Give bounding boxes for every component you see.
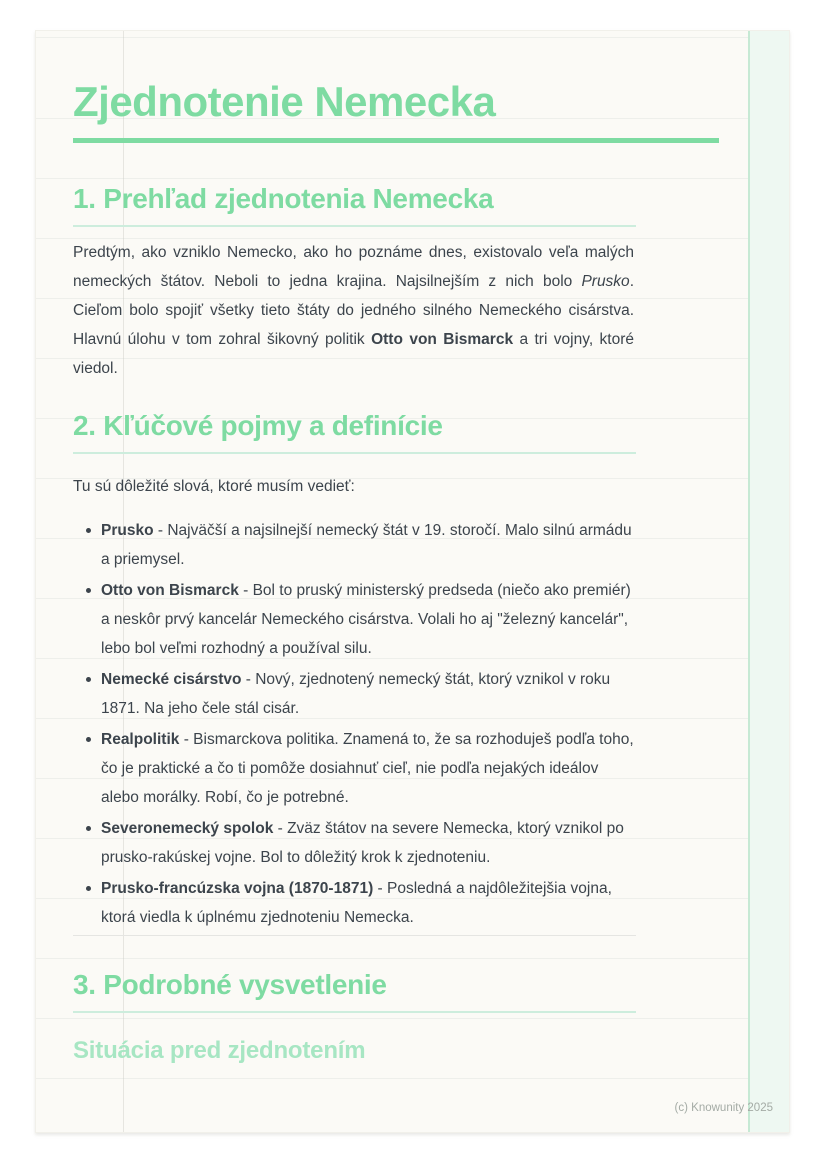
- term-definition: - Posledná a najdôležitejšia vojna, ktorá viedla k úplnému zjednoteniu Nemecka.: [101, 880, 612, 926]
- term-label: Nemecké cisárstvo: [101, 671, 242, 688]
- list-item-realpolitik: [73, 725, 634, 812]
- list-item-prusko-francuzska-vojna: [73, 874, 634, 932]
- term-label: Severonemecký spolok: [101, 820, 274, 837]
- paragraph-text: Predtým, ako vzniklo Nemecko, ako ho poznáme dnes, existovalo veľa malých nemeckých štátov. Neboli to jedna krajina. Najsilnejším z nich bolo: [73, 244, 634, 290]
- term-label: Prusko: [101, 522, 154, 539]
- section-1-heading: 1. Prehľad zjednotenia Nemecka: [73, 183, 494, 214]
- term-definition: - Nový, zjednotený nemecký štát, ktorý vznikol v roku 1871. Na jeho čele stál cisár.: [101, 671, 611, 717]
- paragraph-text: a tri vojny, ktoré viedol.: [73, 331, 635, 377]
- section-2-heading: 2. Kľúčové pojmy a definície: [73, 410, 443, 441]
- term-definition: - Najväčší a najsilnejší nemecký štát v 19. storočí. Malo silnú armádu a priemysel.: [101, 522, 632, 568]
- list-item-nemecke-cisarstvo: [73, 665, 634, 723]
- footer-credit: (c) Knowunity 2025: [674, 1102, 773, 1114]
- term-definition: - Zväz štátov na severe Nemecka, ktorý vznikol po prusko-rakúskej vojne. Bol to dôležitý krok k zjednoteniu.: [101, 820, 624, 866]
- paragraph-italic-prusko: Prusko: [581, 273, 630, 290]
- list-item-bismarck: [73, 576, 634, 663]
- section-divider: [73, 935, 636, 936]
- list-item-severonemecky-spolok: [73, 814, 634, 872]
- section-3-underline: [73, 1011, 636, 1013]
- term-label: Otto von Bismarck: [101, 582, 239, 599]
- term-label: Realpolitik: [101, 731, 180, 748]
- key-terms-intro: Tu sú dôležité slová, ktoré musím vedieť:: [73, 478, 355, 495]
- section-1-underline: [73, 225, 636, 227]
- section-2-underline: [73, 452, 636, 454]
- term-label: Prusko-francúzska vojna (1870-1871): [101, 880, 374, 897]
- document-page: [35, 30, 790, 1133]
- page-title: Zjednotenie Nemecka: [73, 78, 496, 125]
- section-1-paragraph: [73, 238, 634, 383]
- list-item-prusko: [73, 516, 634, 574]
- section-3-heading: 3. Podrobné vysvetlenie: [73, 969, 387, 1000]
- term-definition: - Bol to pruský ministerský predseda (niečo ako premiér) a neskôr prvý kancelár Nemeckého cisárstva. Volali ho aj "železný kancelár", lebo bol veľmi rozhodný a používal silu.: [101, 582, 631, 657]
- term-definition: - Bismarckova politika. Znamená to, že sa rozhoduješ podľa toho, čo je praktické a čo ti pomôže dosiahnuť cieľ, nie podľa nejakých ideálov alebo morálky. Robí, čo je potrebné.: [101, 731, 634, 806]
- document-content: [36, 31, 756, 1065]
- title-underline-rule: [73, 138, 719, 143]
- subsection-heading: Situácia pred zjednotením: [73, 1037, 366, 1064]
- paragraph-bold-bismarck: Otto von Bismarck: [371, 331, 514, 348]
- paragraph-text: . Cieľom bolo spojiť všetky tieto štáty do jedného silného Nemeckého cisárstva. Hlavnú úlohu v tom zohral šikovný politik: [73, 273, 634, 348]
- key-terms-list: [73, 516, 634, 932]
